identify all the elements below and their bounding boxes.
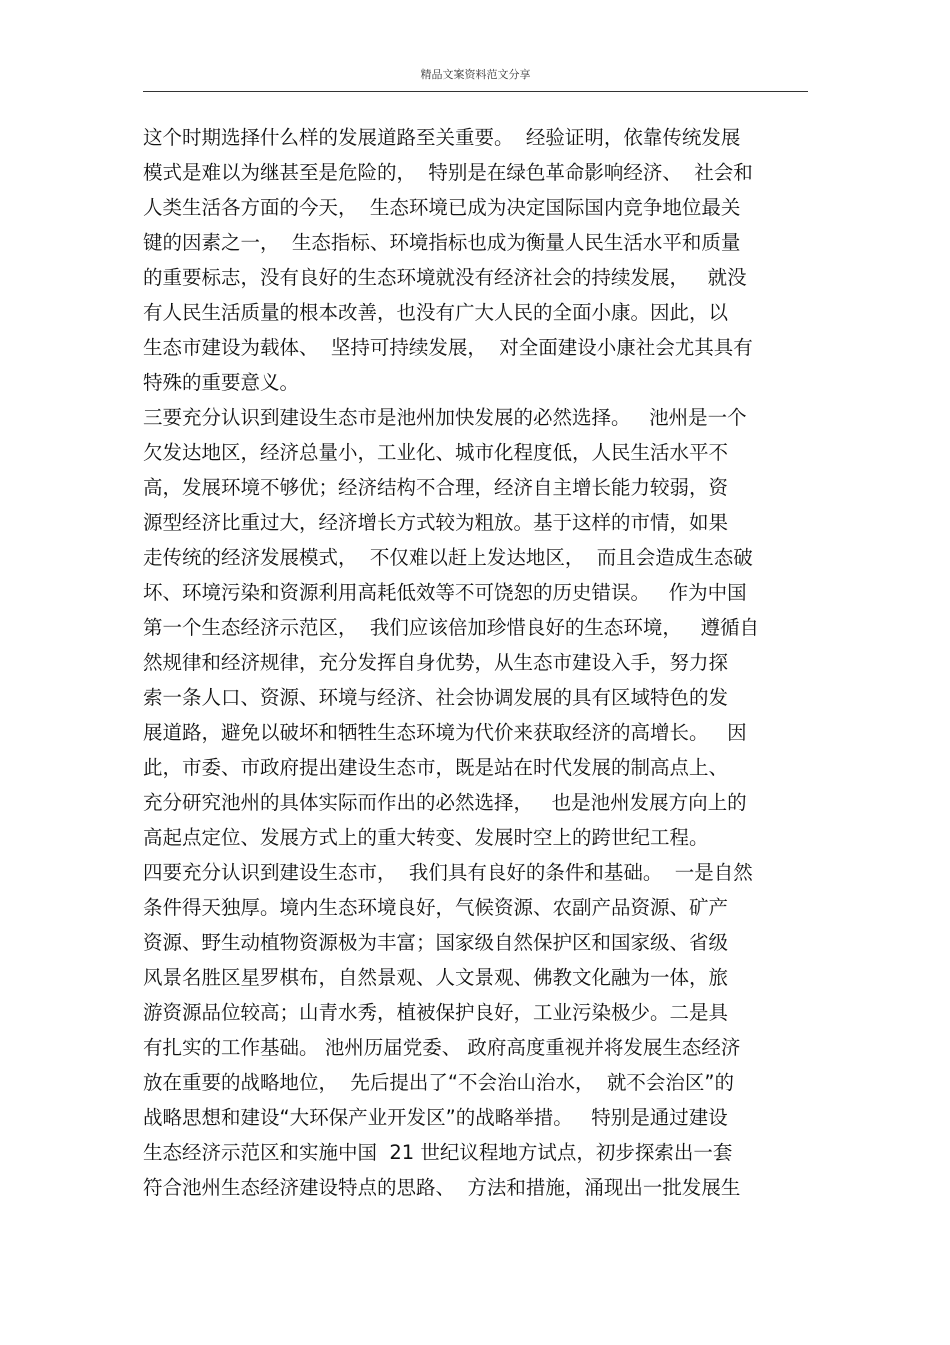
text-line: 特殊的重要意义。: [143, 371, 300, 394]
text-line: 第一个生态经济示范区， 我们应该倍加珍惜良好的生态环境， 遵循自: [143, 616, 759, 639]
text-line: 然规律和经济规律，充分发挥自身优势，从生态市建设入手，努力探: [143, 651, 729, 674]
text-line: 生态市建设为载体、 坚持可持续发展， 对全面建设小康社会尤其具有: [143, 336, 753, 359]
text-line: 这个时期选择什么样的发展道路至关重要。 经验证明，依靠传统发展: [143, 126, 741, 149]
text-line: 源型经济比重过大，经济增长方式较为粗放。基于这样的市情，如果: [143, 511, 729, 534]
text-line: 欠发达地区，经济总量小，工业化、城市化程度低，人民生活水平不: [143, 441, 729, 464]
text-line: 资源、野生动植物资源极为丰富；国家级自然保护区和国家级、省级: [143, 931, 729, 954]
text-line: 键的因素之一， 生态指标、环境指标也成为衡量人民生活水平和质量: [143, 231, 741, 254]
page-header: 精品文案资料范文分享: [420, 68, 531, 81]
text-line: 的重要标志，没有良好的生态环境就没有经济社会的持续发展， 就没: [143, 266, 747, 289]
text-line: 充分研究池州的具体实际而作出的必然选择， 也是池州发展方向上的: [143, 791, 747, 814]
text-line: 生态经济示范区和实施中国 21 世纪议程地方试点，初步探索出一套: [143, 1141, 733, 1164]
text-line: 风景名胜区星罗棋布，自然景观、人文景观、佛教文化融为一体，旅: [143, 966, 729, 989]
text-line: 高，发展环境不够优；经济结构不合理，经济自主增长能力较弱，资: [143, 476, 729, 499]
text-line: 高起点定位、发展方式上的重大转变、发展时空上的跨世纪工程。: [143, 826, 709, 849]
document-body: [143, 120, 815, 1205]
text-line: 走传统的经济发展模式， 不仅难以赶上发达地区， 而且会造成生态破: [143, 546, 753, 569]
text-line: 四要充分认识到建设生态市， 我们具有良好的条件和基础。 一是自然: [143, 861, 753, 884]
text-line: 坏、环境污染和资源利用高耗低效等不可饶恕的历史错误。 作为中国: [143, 581, 747, 604]
text-line: 符合池州生态经济建设特点的思路、 方法和措施，涌现出一批发展生: [143, 1176, 741, 1199]
text-line: 人类生活各方面的今天， 生态环境已成为决定国际国内竞争地位最关: [143, 196, 741, 219]
text-line: 此，市委、市政府提出建设生态市，既是站在时代发展的制高点上、: [143, 756, 729, 779]
text-line: 展道路，避免以破坏和牺牲生态环境为代价来获取经济的高增长。 因: [143, 721, 747, 744]
text-line: 索一条人口、资源、环境与经济、社会协调发展的具有区域特色的发: [143, 686, 729, 709]
text-line: 放在重要的战略地位， 先后提出了“不会治山治水， 就不会治区”的: [143, 1071, 734, 1094]
text-line: 三要充分认识到建设生态市是池州加快发展的必然选择。 池州是一个: [143, 406, 747, 429]
header-divider: [143, 91, 808, 92]
text-line: 游资源品位较高；山青水秀，植被保护良好，工业污染极少。二是具: [143, 1001, 729, 1024]
text-line: 有扎实的工作基础。 池州历届党委、 政府高度重视并将发展生态经济: [143, 1036, 741, 1059]
text-line: 条件得天独厚。境内生态环境良好，气候资源、农副产品资源、矿产: [143, 896, 729, 919]
text-line: 模式是难以为继甚至是危险的， 特别是在绿色革命影响经济、 社会和: [143, 161, 753, 184]
text-line: 战略思想和建设“大环保产业开发区”的战略举措。 特别是通过建设: [143, 1106, 728, 1129]
text-line: 有人民生活质量的根本改善，也没有广大人民的全面小康。因此，以: [143, 301, 729, 324]
